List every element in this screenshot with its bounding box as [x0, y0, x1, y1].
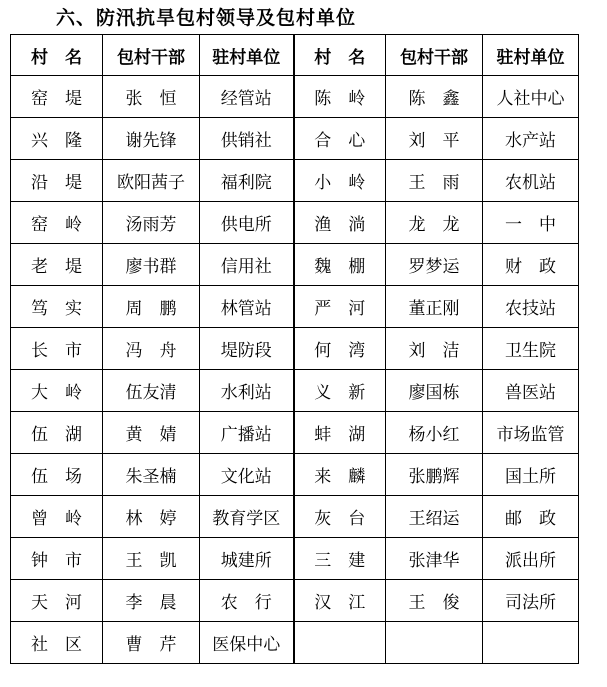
- unit-cell-right: 农技站: [483, 286, 579, 328]
- village-cell-right: [294, 622, 386, 664]
- unit-cell-left: 经管站: [200, 76, 294, 118]
- village-cell-right: 何 湾: [294, 328, 386, 370]
- table-row: [11, 202, 579, 244]
- table-row: [11, 370, 579, 412]
- unit-cell-right: 派出所: [483, 538, 579, 580]
- cadre-cell-right: 刘 平: [386, 118, 483, 160]
- table-row: [11, 454, 579, 496]
- unit-cell-left: 供电所: [200, 202, 294, 244]
- village-cell-right: 三 建: [294, 538, 386, 580]
- cadre-cell-right: 王 俊: [386, 580, 483, 622]
- unit-cell-right: 国土所: [483, 454, 579, 496]
- cadre-cell-left: 朱圣楠: [103, 454, 200, 496]
- header-cadre-left: 包村干部: [103, 35, 200, 76]
- unit-cell-right: [483, 622, 579, 664]
- unit-cell-right: 人社中心: [483, 76, 579, 118]
- unit-cell-left: 医保中心: [200, 622, 294, 664]
- table-row: [11, 412, 579, 454]
- cadre-cell-left: 黄 婧: [103, 412, 200, 454]
- village-cell-left: 窑 岭: [11, 202, 103, 244]
- cadre-cell-left: 李 晨: [103, 580, 200, 622]
- village-cell-right: 蚌 湖: [294, 412, 386, 454]
- cadre-cell-left: 汤雨芳: [103, 202, 200, 244]
- header-unit-right: 驻村单位: [483, 35, 579, 76]
- cadre-cell-left: 林 婷: [103, 496, 200, 538]
- unit-cell-left: 堤防段: [200, 328, 294, 370]
- cadre-cell-right: 王绍运: [386, 496, 483, 538]
- village-cell-left: 社 区: [11, 622, 103, 664]
- table-row: [11, 496, 579, 538]
- cadre-cell-left: 张 恒: [103, 76, 200, 118]
- unit-cell-left: 水利站: [200, 370, 294, 412]
- cadre-cell-right: 陈 鑫: [386, 76, 483, 118]
- cadre-cell-left: 欧阳茜子: [103, 160, 200, 202]
- village-cell-right: 小 岭: [294, 160, 386, 202]
- village-cell-left: 大 岭: [11, 370, 103, 412]
- header-unit-left: 驻村单位: [200, 35, 294, 76]
- cadre-cell-right: 罗梦运: [386, 244, 483, 286]
- unit-cell-left: 信用社: [200, 244, 294, 286]
- unit-cell-left: 供销社: [200, 118, 294, 160]
- table-body: [11, 76, 579, 664]
- cadre-cell-right: 龙 龙: [386, 202, 483, 244]
- table-row: [11, 538, 579, 580]
- unit-cell-right: 农机站: [483, 160, 579, 202]
- cadre-cell-right: 张津华: [386, 538, 483, 580]
- unit-cell-right: 财 政: [483, 244, 579, 286]
- table-row: [11, 76, 579, 118]
- village-cell-left: 伍 湖: [11, 412, 103, 454]
- unit-cell-left: 福利院: [200, 160, 294, 202]
- village-cell-left: 曾 岭: [11, 496, 103, 538]
- village-cell-right: 汉 江: [294, 580, 386, 622]
- village-cell-right: 渔 淌: [294, 202, 386, 244]
- village-cell-left: 伍 场: [11, 454, 103, 496]
- village-cell-right: 来 麟: [294, 454, 386, 496]
- table-row: [11, 286, 579, 328]
- unit-cell-left: 林管站: [200, 286, 294, 328]
- unit-cell-left: 广播站: [200, 412, 294, 454]
- cadre-cell-right: 张鹏辉: [386, 454, 483, 496]
- cadre-cell-left: 廖书群: [103, 244, 200, 286]
- cadre-cell-right: 董正刚: [386, 286, 483, 328]
- cadre-cell-left: 谢先锋: [103, 118, 200, 160]
- village-cell-left: 天 河: [11, 580, 103, 622]
- table-row: [11, 328, 579, 370]
- unit-cell-right: 市场监管: [483, 412, 579, 454]
- village-cell-right: 义 新: [294, 370, 386, 412]
- cadre-cell-left: 伍友清: [103, 370, 200, 412]
- unit-cell-right: 一 中: [483, 202, 579, 244]
- cadre-cell-right: 王 雨: [386, 160, 483, 202]
- village-cell-left: 老 堤: [11, 244, 103, 286]
- village-cell-right: 严 河: [294, 286, 386, 328]
- header-cadre-right: 包村干部: [386, 35, 483, 76]
- village-cell-left: 笃 实: [11, 286, 103, 328]
- village-cell-right: 陈 岭: [294, 76, 386, 118]
- table-row: [11, 118, 579, 160]
- village-cell-left: 窑 堤: [11, 76, 103, 118]
- village-cell-right: 灰 台: [294, 496, 386, 538]
- table-header-row: [11, 35, 579, 76]
- unit-cell-right: 邮 政: [483, 496, 579, 538]
- village-assignment-table: [10, 34, 579, 664]
- cadre-cell-right: 刘 洁: [386, 328, 483, 370]
- header-village-right: 村 名: [294, 35, 386, 76]
- cadre-cell-right: [386, 622, 483, 664]
- unit-cell-left: 教育学区: [200, 496, 294, 538]
- unit-cell-right: 兽医站: [483, 370, 579, 412]
- unit-cell-left: 农 行: [200, 580, 294, 622]
- cadre-cell-left: 王 凯: [103, 538, 200, 580]
- unit-cell-left: 城建所: [200, 538, 294, 580]
- village-cell-right: 合 心: [294, 118, 386, 160]
- cadre-cell-left: 曹 芹: [103, 622, 200, 664]
- table-row: [11, 244, 579, 286]
- unit-cell-left: 文化站: [200, 454, 294, 496]
- village-cell-left: 钟 市: [11, 538, 103, 580]
- unit-cell-right: 司法所: [483, 580, 579, 622]
- table-row: [11, 622, 579, 664]
- village-cell-left: 沿 堤: [11, 160, 103, 202]
- village-cell-left: 兴 隆: [11, 118, 103, 160]
- village-cell-left: 长 市: [11, 328, 103, 370]
- village-cell-right: 魏 棚: [294, 244, 386, 286]
- cadre-cell-right: 廖国栋: [386, 370, 483, 412]
- cadre-cell-right: 杨小红: [386, 412, 483, 454]
- header-village-left: 村 名: [11, 35, 103, 76]
- table-row: [11, 580, 579, 622]
- cadre-cell-left: 冯 舟: [103, 328, 200, 370]
- unit-cell-right: 卫生院: [483, 328, 579, 370]
- unit-cell-right: 水产站: [483, 118, 579, 160]
- page-title: 六、防汛抗旱包村领导及包村单位: [56, 7, 357, 29]
- table-row: [11, 160, 579, 202]
- cadre-cell-left: 周 鹏: [103, 286, 200, 328]
